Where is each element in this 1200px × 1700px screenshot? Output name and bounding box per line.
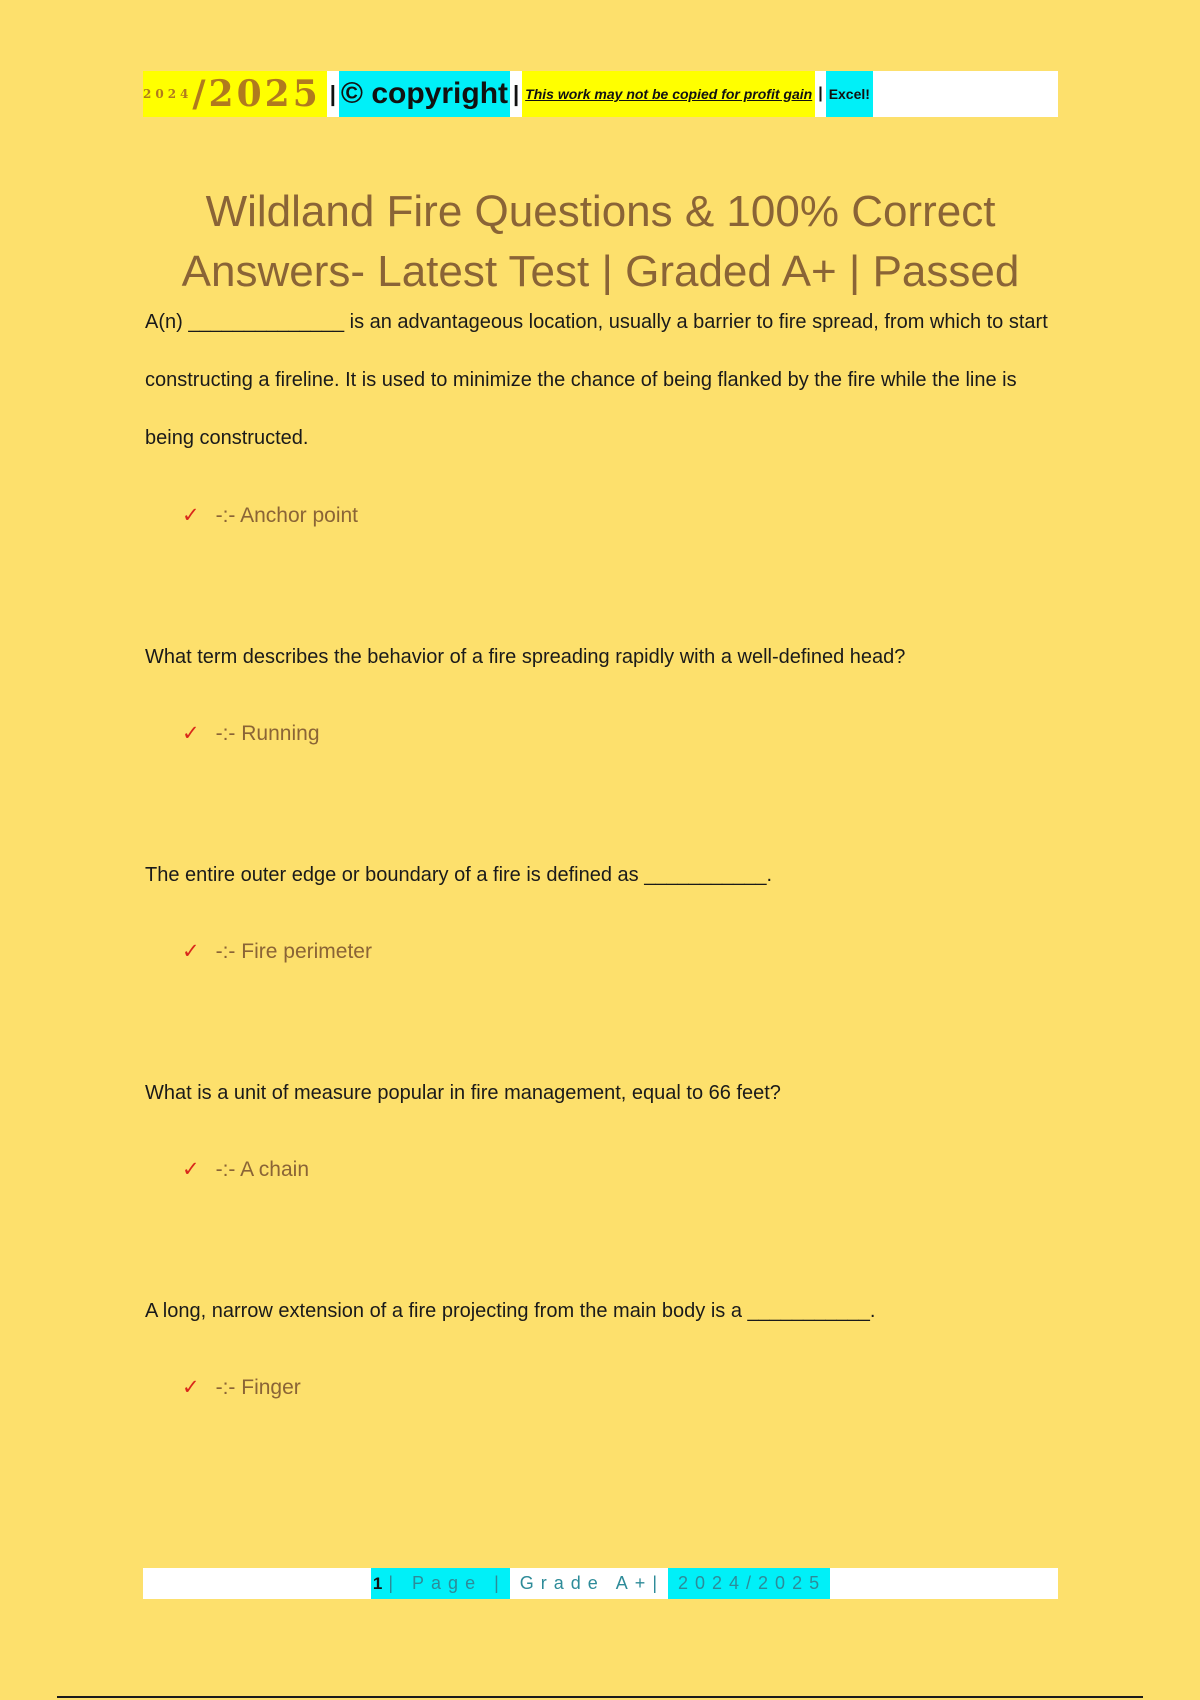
header-separator: |: [329, 81, 336, 106]
document-title: [143, 182, 1058, 302]
bottom-rule: [57, 1696, 1143, 1698]
checkmark-icon: ✓: [182, 1158, 200, 1181]
header-banner: [143, 71, 1058, 117]
footer-grade: Grade A+|: [519, 1573, 664, 1593]
title-line-1: Wildland Fire Questions & 100% Correct: [205, 187, 996, 236]
answer-5: [182, 1375, 301, 1400]
answer-text: -:- A chain: [215, 1157, 309, 1181]
page-footer: [143, 1568, 1058, 1599]
footer-page-number: 1: [371, 1568, 382, 1599]
question-2: What term describes the behavior of a fire spreading rapidly with a well-defined head?: [145, 646, 906, 668]
header-copyright: © copyright: [339, 71, 510, 117]
answer-1: [182, 503, 358, 528]
footer-year: 2024/2025: [668, 1568, 830, 1599]
answer-text: -:- Finger: [215, 1375, 301, 1399]
checkmark-icon: ✓: [182, 940, 200, 963]
header-year-big: /2025: [192, 73, 321, 115]
footer-page-label: | Page |: [382, 1568, 509, 1599]
title-line-2: Answers- Latest Test | Graded A+ | Passed: [181, 247, 1020, 296]
answer-4: [182, 1157, 309, 1182]
answer-text: -:- Running: [215, 721, 320, 745]
header-excel: Excel!: [826, 71, 873, 117]
header-separator: |: [818, 85, 823, 102]
question-4: What is a unit of measure popular in fire management, equal to 66 feet?: [145, 1082, 781, 1104]
answer-2: [182, 721, 320, 746]
header-separator: |: [513, 81, 520, 106]
checkmark-icon: ✓: [182, 504, 200, 527]
answer-text: -:- Fire perimeter: [215, 939, 372, 963]
question-1: A(n) ______________ is an advantageous location, usually a barrier to fire spread, from which to start constructing a fireline. It is used to minimize the chance of being flanked by the fire while the line is being constructed.: [145, 311, 1048, 449]
question-5: A long, narrow extension of a fire projecting from the main body is a ___________.: [145, 1300, 876, 1322]
header-year-small: 2024: [143, 87, 193, 101]
checkmark-icon: ✓: [182, 1376, 200, 1399]
question-3: The entire outer edge or boundary of a fire is defined as ___________.: [145, 864, 773, 886]
answer-text: -:- Anchor point: [215, 503, 359, 527]
checkmark-icon: ✓: [182, 722, 200, 745]
header-year: [143, 71, 327, 117]
header-notice: This work may not be copied for profit gain: [522, 71, 815, 117]
answer-3: [182, 939, 372, 964]
